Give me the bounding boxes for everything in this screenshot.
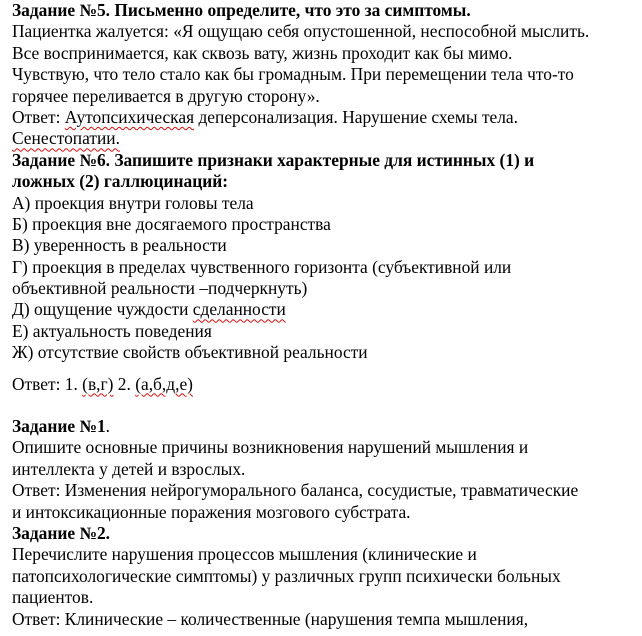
task6-item-a: А) проекция внутри головы тела: [12, 192, 254, 213]
task6-item-g-line1: Г) проекция в пределах чувственного горизонта (субъективной или: [12, 256, 512, 277]
task1-text-line: Опишите основные причины возникновения нарушений мышления и: [12, 437, 529, 458]
task6-item-b: Б) проекция вне досягаемого пространства: [12, 213, 331, 234]
task5-title: Задание №5. Письменно определите, что это за симптомы.: [12, 0, 471, 20]
task2-answer-line: Ответ: Клинические – количественные (нарушения темпа мышления,: [12, 608, 529, 629]
task1-answer-line: и интоксикационные поражения мозгового субстрата.: [12, 501, 411, 522]
spacer: [12, 395, 638, 416]
task6-answer: Ответ: 1. (в,г) 2. (а,б,д,е): [12, 373, 193, 394]
spellcheck-word: Аутопсихическая: [64, 106, 195, 127]
task2-text-line: пациентов.: [12, 587, 94, 608]
task6-item-zh: Ж) отсутствие свойств объективной реальности: [12, 342, 368, 363]
task2-title: Задание №2.: [12, 522, 110, 543]
spellcheck-word: (в,г): [82, 373, 114, 394]
spellcheck-word: сделанности: [192, 299, 286, 320]
task6-item-v: В) уверенность в реальности: [12, 235, 227, 256]
spacer: [12, 364, 638, 374]
document-page: [12, 0, 638, 630]
spellcheck-word: Сенестопатии.: [12, 128, 120, 149]
spellcheck-word: (а,б,д,е): [135, 373, 193, 394]
task5-text-line: Чувствую, что тело стало как бы громадным. При перемещении тела что-то: [12, 64, 574, 85]
task6-item-g-line2: объективной реальности –подчеркнуть): [12, 278, 308, 299]
task2-text-line: патопсихологические симптомы) у различных групп психически больных: [12, 565, 561, 586]
task5-answer-tail: [12, 128, 638, 149]
task6-item-d: Д) ощущение чуждости сделанности: [12, 299, 286, 320]
task6-item-e: Е) актуальность поведения: [12, 320, 212, 341]
task1-text-line: интеллекта у детей и взрослых.: [12, 458, 246, 479]
task5-text-line: Пациентка жалуется: «Я ощущаю себя опустошенной, неспособной мыслить.: [12, 21, 590, 42]
task5-text-line: горячее переливается в другую сторону».: [12, 85, 320, 106]
task2-text-line: Перечислите нарушения процессов мышления (клинические и: [12, 544, 477, 565]
task1-answer-line: Ответ: Изменения нейрогуморального баланса, сосудистые, травматические: [12, 480, 579, 501]
task6-title-line2: ложных (2) галлюцинаций:: [12, 171, 229, 192]
task5-answer: Ответ: Аутопсихическая деперсонализация. Нарушение схемы тела.: [12, 106, 519, 127]
task1-title: Задание №1.: [12, 416, 111, 437]
task6-title-line1: Задание №6. Запишите признаки характерные для истинных (1) и: [12, 149, 535, 170]
task5-text-line: Все воспринимается, как сквозь вату, жизнь проходит как бы мимо.: [12, 42, 513, 63]
